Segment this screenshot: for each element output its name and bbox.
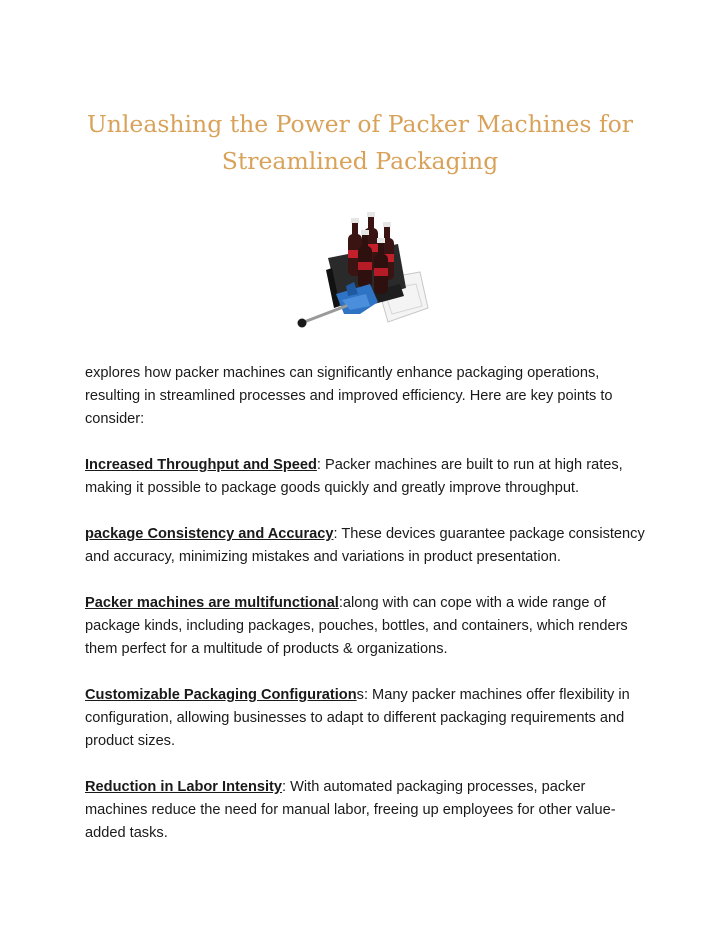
- point-text: : Packer machines are built to run at high rates, making it possible to package goods quickly and greatly improve throughput.: [85, 457, 623, 496]
- point-paragraph: [85, 684, 645, 753]
- point-text: s: Many packer machines offer flexibility in configuration, allowing businesses to adapt to different packaging requirements and product sizes.: [85, 687, 630, 749]
- point-paragraph: [85, 776, 645, 845]
- point-text: :along with can cope with a wide range of package kinds, including packages, pouches, bottles, and containers, which renders them perfect for a multitude of products & organizations.: [85, 595, 628, 657]
- point-term: package Consistency and Accuracy: [85, 526, 334, 542]
- point-term: Customizable Packaging Configuration: [85, 687, 357, 703]
- point-text: : With automated packaging processes, packer machines reduce the need for manual labor, freeing up employees for other value-added tasks.: [85, 779, 616, 841]
- document-title: [60, 106, 660, 180]
- point-paragraph: [85, 523, 645, 569]
- title-line-1: Unleashing the Power of Packer Machines for: [86, 110, 634, 138]
- point-paragraph: [85, 592, 645, 661]
- point-paragraph: [85, 454, 645, 500]
- document-body: [85, 362, 645, 868]
- point-term: Increased Throughput and Speed: [85, 457, 317, 473]
- point-text: : These devices guarantee package consistency and accuracy, minimizing mistakes and variations in product presentation.: [85, 526, 645, 565]
- point-term: Packer machines are multifunctional: [85, 595, 339, 611]
- intro-paragraph: explores how packer machines can significantly enhance packaging operations, resulting in streamlined processes and improved efficiency. Here are key points to consider:: [85, 365, 613, 427]
- title-line-2: Streamlined Packaging: [221, 147, 499, 175]
- bottle-packer-machine-icon: [288, 210, 438, 340]
- point-term: Reduction in Labor Intensity: [85, 779, 283, 795]
